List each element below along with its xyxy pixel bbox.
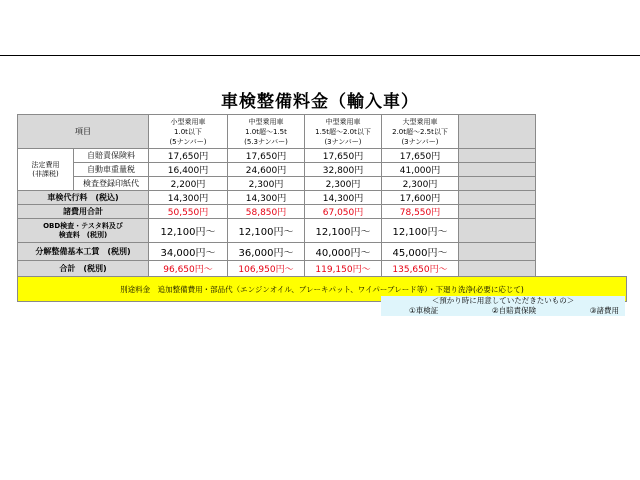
items-to-bring-list: [381, 306, 625, 316]
row-label-line: OBD検査・テスタ料及び: [43, 221, 123, 230]
value-cell: 17,600円: [382, 191, 459, 205]
value-cell: 41,000円: [382, 163, 459, 177]
row-label: 車検代行料 (税込): [18, 191, 149, 205]
column-plate: (5.3ナンバー): [244, 137, 288, 146]
value-cell: 96,650円～: [149, 261, 228, 277]
row-label: 自賠責保険料: [74, 149, 149, 163]
value-cell: 36,000円～: [228, 243, 305, 261]
value-cell: 40,000円～: [305, 243, 382, 261]
blank-cell: [459, 205, 536, 219]
value-cell: 17,650円: [305, 149, 382, 163]
column-header: [149, 115, 228, 149]
value-cell: 17,650円: [228, 149, 305, 163]
column-weight: 2.0t超～2.5t以下: [392, 127, 448, 136]
table-row: [18, 205, 627, 219]
column-plate: (3ナンバー): [324, 137, 362, 146]
value-cell: 34,000円～: [149, 243, 228, 261]
value-cell: 14,300円: [149, 191, 228, 205]
value-cell: 12,100円～: [305, 219, 382, 243]
blank-cell: [459, 219, 536, 243]
blank-cell: [459, 149, 536, 163]
blank-cell: [459, 115, 536, 149]
value-cell: 17,650円: [149, 149, 228, 163]
column-name: 中型乗用車: [325, 117, 361, 126]
row-label: [18, 219, 149, 243]
header-row: [18, 115, 627, 149]
row-label-line: 検査料 (税別): [58, 230, 108, 239]
value-cell: 78,550円: [382, 205, 459, 219]
value-cell: 67,050円: [305, 205, 382, 219]
value-cell: 135,650円～: [382, 261, 459, 277]
value-cell: 16,400円: [149, 163, 228, 177]
group-line: 法定費用: [31, 160, 60, 169]
value-cell: 2,300円: [382, 177, 459, 191]
value-cell: 50,550円: [149, 205, 228, 219]
column-name: 中型乗用車: [248, 117, 284, 126]
value-cell: 2,200円: [149, 177, 228, 191]
additional-charges-note: 別途料金 追加整備費用・部品代（エンジンオイル、ブレーキパット、ワイパーブレード等）・下廻り洗浄(必要に応じて): [18, 277, 627, 302]
list-item: ①車検証: [409, 306, 439, 315]
blank-cell: [459, 243, 536, 261]
page-title: 車検整備料金（輸入車）: [221, 92, 419, 112]
legal-fees-group-label: [18, 149, 74, 191]
list-item: ②自賠責保険: [491, 306, 537, 315]
value-cell: 12,100円～: [149, 219, 228, 243]
column-plate: (3ナンバー): [401, 137, 439, 146]
blank-cell: [459, 261, 536, 277]
item-header: 項目: [18, 115, 149, 149]
column-header: [382, 115, 459, 149]
column-weight: 1.5t超～2.0t以下: [315, 127, 371, 136]
table-row: [18, 191, 627, 205]
row-label: 諸費用合計: [18, 205, 149, 219]
row-label: 自動車重量税: [74, 163, 149, 177]
value-cell: 119,150円～: [305, 261, 382, 277]
items-to-bring-box: [381, 296, 625, 316]
table-row: [18, 243, 627, 261]
row-label: 合計 (税別): [18, 261, 149, 277]
items-to-bring-title: ＜預かり時に用意していただきたいもの＞: [431, 296, 575, 305]
top-rule: [0, 55, 640, 56]
column-name: 小型乗用車: [170, 117, 206, 126]
value-cell: 45,000円～: [382, 243, 459, 261]
table-row: [18, 163, 627, 177]
value-cell: 2,300円: [228, 177, 305, 191]
column-header: [228, 115, 305, 149]
table-row: [18, 261, 627, 277]
row-label: 分解整備基本工賃 (税別): [18, 243, 149, 261]
value-cell: 14,300円: [305, 191, 382, 205]
column-header: [305, 115, 382, 149]
value-cell: 17,650円: [382, 149, 459, 163]
row-label: 検査登録印紙代: [74, 177, 149, 191]
value-cell: 24,600円: [228, 163, 305, 177]
column-name: 大型乗用車: [402, 117, 438, 126]
column-weight: 1.0t以下: [174, 127, 202, 136]
blank-cell: [459, 191, 536, 205]
value-cell: 58,850円: [228, 205, 305, 219]
list-item: ③諸費用: [589, 306, 619, 315]
value-cell: 2,300円: [305, 177, 382, 191]
value-cell: 12,100円～: [382, 219, 459, 243]
value-cell: 32,800円: [305, 163, 382, 177]
table-row: [18, 149, 627, 163]
table-row: [18, 219, 627, 243]
blank-cell: [459, 177, 536, 191]
group-line: (非課税): [32, 169, 59, 178]
fee-table: [17, 114, 627, 302]
value-cell: 12,100円～: [228, 219, 305, 243]
table-row: [18, 177, 627, 191]
blank-cell: [459, 163, 536, 177]
column-weight: 1.0t超～1.5t: [245, 127, 287, 136]
value-cell: 14,300円: [228, 191, 305, 205]
value-cell: 106,950円～: [228, 261, 305, 277]
column-plate: (5ナンバー): [169, 137, 207, 146]
